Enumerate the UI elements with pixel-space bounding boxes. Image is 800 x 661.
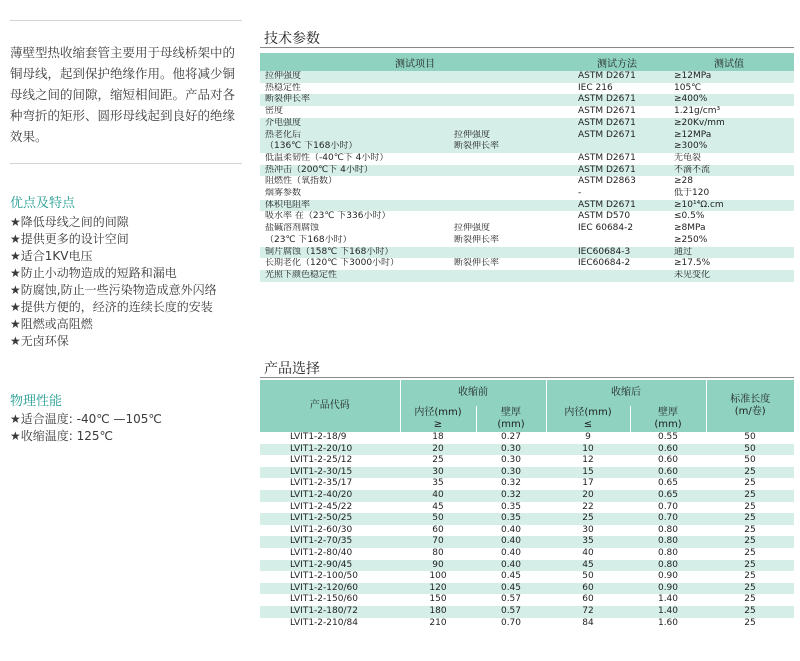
product-code: LVIT1-2-150/60 (260, 594, 400, 606)
tech-item: 光照下颜色稳定性 (260, 270, 450, 282)
tech-row (260, 153, 794, 165)
tech-method: ASTM D2671 (570, 106, 664, 118)
tech-item: 盐碱溶剂腐蚀 (260, 223, 450, 235)
tech-method: ASTM D2671 (570, 165, 664, 177)
id-after: 35 (546, 536, 630, 548)
std-length: 25 (706, 513, 794, 525)
tech-value: ≥12MPa (664, 130, 794, 142)
feature-item: ★ 防腐蚀,防止一些污染物造成意外闪络 (10, 282, 217, 299)
std-length: 25 (706, 536, 794, 548)
tech-method (570, 235, 664, 247)
std-length: 25 (706, 594, 794, 606)
tech-row (260, 270, 794, 282)
tech-method: ASTM D2671 (570, 118, 664, 130)
tech-value: ≥8MPa (664, 223, 794, 235)
product-code: LVIT1-2-25/12 (260, 455, 400, 467)
physical-item: ★ 收缩温度: 125℃ (10, 428, 162, 445)
product-code: LVIT1-2-40/20 (260, 490, 400, 502)
product-code: LVIT1-2-70/35 (260, 536, 400, 548)
product-row (260, 478, 794, 490)
tech-value: ≥300% (664, 141, 794, 153)
tech-item: 介电强度 (260, 118, 450, 130)
wall-after: 0.60 (630, 455, 706, 467)
wall-before: 0.40 (476, 536, 546, 548)
tech-subitem (450, 176, 570, 188)
tech-method: ASTM D2671 (570, 71, 664, 83)
tech-row (260, 176, 794, 188)
std-length: 25 (706, 490, 794, 502)
wall-before: 0.40 (476, 525, 546, 537)
tech-subitem: 拉伸强度 (450, 130, 570, 142)
tech-item: 断裂伸长率 (260, 94, 450, 106)
id-after: 72 (546, 606, 630, 618)
header-id-before-sym: ≥ (433, 419, 443, 430)
tech-row (260, 118, 794, 130)
wall-after: 1.40 (630, 606, 706, 618)
feature-item: ★ 降低母线之间的间隙 (10, 214, 217, 231)
header-wall-after (630, 406, 706, 432)
header-id-before-label: 内径(mm) (414, 407, 462, 418)
top-divider (10, 20, 242, 21)
tech-method: IEC60684-2 (570, 258, 664, 270)
product-code: LVIT1-2-80/40 (260, 548, 400, 560)
tech-subitem (450, 106, 570, 118)
id-after: 40 (546, 548, 630, 560)
tech-value: ≥28 (664, 176, 794, 188)
product-code: LVIT1-2-60/30 (260, 525, 400, 537)
tech-subitem (450, 71, 570, 83)
tech-method: IEC60684-3 (570, 247, 664, 259)
wall-before: 0.40 (476, 548, 546, 560)
feature-item: ★ 无卤环保 (10, 333, 217, 350)
product-title-rule (260, 377, 794, 378)
product-code: LVIT1-2-18/9 (260, 432, 400, 444)
wall-before: 0.35 (476, 502, 546, 514)
std-length: 50 (706, 432, 794, 444)
wall-after: 0.65 (630, 490, 706, 502)
wall-before: 0.40 (476, 560, 546, 572)
tech-row (260, 106, 794, 118)
tech-subitem (450, 94, 570, 106)
tech-header-item: 测试项目 (260, 53, 570, 71)
product-body (260, 432, 794, 629)
tech-method: ASTM D2671 (570, 153, 664, 165)
intro-text: 薄壁型热收缩套管主要用于母线桥架中的铜母线，起到保护绝缘作用。他将减少铜母线之间的间隙，缩短相间距。产品对各种弯折的矩形、圆形母线起到良好的绝缘效果。 (10, 45, 236, 144)
std-length: 25 (706, 606, 794, 618)
tech-value: 1.21g/cm³ (664, 106, 794, 118)
tech-method: ASTM D2671 (570, 130, 664, 142)
std-length: 25 (706, 618, 794, 630)
product-row (260, 536, 794, 548)
tech-subitem (450, 165, 570, 177)
tech-value: ≥10¹⁴Ω.cm (664, 200, 794, 212)
tech-value: 通过 (664, 247, 794, 259)
tech-row (260, 235, 794, 247)
product-row (260, 571, 794, 583)
wall-before: 0.30 (476, 455, 546, 467)
header-length-label: 标准长度 (730, 394, 771, 405)
product-row (260, 594, 794, 606)
id-before: 40 (400, 490, 476, 502)
intro-divider (10, 163, 242, 164)
physical-title: 物理性能 (10, 394, 63, 409)
tech-row (260, 130, 794, 142)
product-row (260, 583, 794, 595)
id-before: 80 (400, 548, 476, 560)
tech-row (260, 83, 794, 95)
wall-after: 0.80 (630, 525, 706, 537)
id-after: 20 (546, 490, 630, 502)
feature-item: ★ 适合1KV电压 (10, 248, 217, 265)
tech-method: IEC 60684-2 (570, 223, 664, 235)
std-length: 25 (706, 560, 794, 572)
tech-method: ASTM D570 (570, 211, 664, 223)
header-length (706, 380, 794, 432)
std-length: 25 (706, 548, 794, 560)
tech-item: 热冲击（200℃下 4小时） (260, 165, 450, 177)
id-after: 60 (546, 583, 630, 595)
std-length: 50 (706, 444, 794, 456)
tech-subitem (450, 211, 570, 223)
physical-list (10, 411, 162, 445)
header-length-unit: (m/卷) (734, 406, 766, 417)
std-length: 25 (706, 571, 794, 583)
header-code: 产品代码 (260, 380, 400, 432)
tech-value: ≥250% (664, 235, 794, 247)
wall-before: 0.32 (476, 478, 546, 490)
tech-title: 技术参数 (264, 31, 320, 47)
product-row (260, 513, 794, 525)
tech-row (260, 211, 794, 223)
tech-header-method: 测试方法 (570, 53, 664, 71)
id-before: 100 (400, 571, 476, 583)
id-before: 45 (400, 502, 476, 514)
std-length: 50 (706, 455, 794, 467)
id-after: 17 (546, 478, 630, 490)
wall-before: 0.30 (476, 467, 546, 479)
product-code: LVIT1-2-90/45 (260, 560, 400, 572)
wall-before: 0.32 (476, 490, 546, 502)
wall-after: 1.60 (630, 618, 706, 630)
id-after: 50 (546, 571, 630, 583)
product-code: LVIT1-2-35/17 (260, 478, 400, 490)
wall-after: 1.40 (630, 594, 706, 606)
wall-after: 0.80 (630, 560, 706, 572)
id-after: 45 (546, 560, 630, 572)
id-before: 50 (400, 513, 476, 525)
header-id-before (400, 406, 476, 432)
features-list (10, 214, 217, 350)
product-row (260, 606, 794, 618)
tech-value: 不滴不流 (664, 165, 794, 177)
header-id-after (546, 406, 630, 432)
tech-body (260, 71, 794, 282)
wall-before: 0.45 (476, 571, 546, 583)
tech-value: ≤0.5% (664, 211, 794, 223)
header-wall-before (476, 406, 546, 432)
product-code: LVIT1-2-100/50 (260, 571, 400, 583)
product-row (260, 432, 794, 444)
product-code: LVIT1-2-210/84 (260, 618, 400, 630)
feature-item: ★ 防止小动物造成的短路和漏电 (10, 265, 217, 282)
wall-after: 0.70 (630, 513, 706, 525)
tech-item: 阻燃性（氧指数） (260, 176, 450, 188)
wall-after: 0.80 (630, 536, 706, 548)
tech-subitem (450, 247, 570, 259)
id-before: 30 (400, 467, 476, 479)
wall-before: 0.57 (476, 606, 546, 618)
tech-method: ASTM D2671 (570, 200, 664, 212)
product-row (260, 455, 794, 467)
id-before: 120 (400, 583, 476, 595)
id-before: 60 (400, 525, 476, 537)
tech-item: 吸水率 在（23℃ 下336小时） (260, 211, 450, 223)
id-after: 84 (546, 618, 630, 630)
tech-row (260, 188, 794, 200)
tech-value: 低于120 (664, 188, 794, 200)
wall-before: 0.30 (476, 444, 546, 456)
wall-after: 0.90 (630, 583, 706, 595)
tech-value: ≥20Kv/mm (664, 118, 794, 130)
wall-before: 0.35 (476, 513, 546, 525)
header-wall-after-label: 壁厚 (658, 407, 678, 418)
tech-item: 体积电阻率 (260, 200, 450, 212)
id-after: 30 (546, 525, 630, 537)
wall-before: 0.57 (476, 594, 546, 606)
tech-subitem (450, 188, 570, 200)
tech-value: ≥12MPa (664, 71, 794, 83)
tech-row (260, 200, 794, 212)
id-after: 22 (546, 502, 630, 514)
id-before: 25 (400, 455, 476, 467)
wall-before: 0.70 (476, 618, 546, 630)
product-title: 产品选择 (264, 361, 320, 377)
header-wall-before-label: 壁厚 (501, 407, 521, 418)
tech-title-rule (260, 47, 794, 48)
tech-value: 105℃ (664, 83, 794, 95)
tech-item: 热老化后 (260, 130, 450, 142)
std-length: 25 (706, 478, 794, 490)
id-after: 60 (546, 594, 630, 606)
product-row (260, 525, 794, 537)
id-before: 20 (400, 444, 476, 456)
tech-method: - (570, 188, 664, 200)
tech-row (260, 141, 794, 153)
tech-subitem: 断裂伸长率 (450, 141, 570, 153)
tech-value: ≥17.5% (664, 258, 794, 270)
wall-after: 0.60 (630, 467, 706, 479)
header-before: 收缩前 (400, 380, 546, 406)
tech-subitem: 拉伸强度 (450, 223, 570, 235)
tech-subitem (450, 270, 570, 282)
id-before: 18 (400, 432, 476, 444)
tech-item: （23℃ 下168小时） (260, 235, 450, 247)
id-after: 10 (546, 444, 630, 456)
product-code: LVIT1-2-30/15 (260, 467, 400, 479)
tech-header-value: 测试值 (664, 53, 794, 71)
id-after: 9 (546, 432, 630, 444)
header-wall-before-unit: (mm) (497, 419, 525, 430)
product-code: LVIT1-2-50/25 (260, 513, 400, 525)
wall-after: 0.90 (630, 571, 706, 583)
tech-item: 密度 (260, 106, 450, 118)
tech-item: 热稳定性 (260, 83, 450, 95)
product-code: LVIT1-2-120/60 (260, 583, 400, 595)
id-after: 25 (546, 513, 630, 525)
feature-item: ★ 阻燃或高阻燃 (10, 316, 217, 333)
product-row (260, 467, 794, 479)
tech-row (260, 247, 794, 259)
product-row (260, 444, 794, 456)
id-before: 180 (400, 606, 476, 618)
wall-before: 0.45 (476, 583, 546, 595)
wall-after: 0.70 (630, 502, 706, 514)
tech-subitem (450, 153, 570, 165)
tech-value: 无龟裂 (664, 153, 794, 165)
physical-item: ★ 适合温度: -40℃ —105℃ (10, 411, 162, 428)
std-length: 25 (706, 502, 794, 514)
tech-item: 低温柔韧性（-40℃下 4小时） (260, 153, 450, 165)
product-row (260, 548, 794, 560)
header-id-after-label: 内径(mm) (564, 407, 612, 418)
product-row (260, 490, 794, 502)
feature-item: ★ 提供方便的，经济的连续长度的安装 (10, 299, 217, 316)
id-before: 35 (400, 478, 476, 490)
tech-header-row (260, 53, 794, 71)
id-before: 70 (400, 536, 476, 548)
tech-item: （136℃ 下168小时） (260, 141, 450, 153)
product-table (260, 380, 794, 629)
tech-row (260, 165, 794, 177)
tech-item: 拉伸强度 (260, 71, 450, 83)
tech-method: ASTM D2863 (570, 176, 664, 188)
header-id-after-sym: ≤ (583, 419, 593, 430)
product-row (260, 502, 794, 514)
tech-row (260, 223, 794, 235)
tech-item: 长期老化（120℃ 下3000小时） (260, 258, 450, 270)
product-code: LVIT1-2-45/22 (260, 502, 400, 514)
wall-before: 0.27 (476, 432, 546, 444)
product-code: LVIT1-2-180/72 (260, 606, 400, 618)
tech-method (570, 141, 664, 153)
tech-subitem (450, 83, 570, 95)
std-length: 25 (706, 525, 794, 537)
wall-after: 0.60 (630, 444, 706, 456)
tech-subitem: 断裂伸长率 (450, 258, 570, 270)
wall-after: 0.80 (630, 548, 706, 560)
wall-after: 0.55 (630, 432, 706, 444)
tech-subitem (450, 118, 570, 130)
feature-item: ★ 提供更多的设计空间 (10, 231, 217, 248)
tech-row (260, 258, 794, 270)
id-after: 15 (546, 467, 630, 479)
tech-subitem (450, 200, 570, 212)
std-length: 25 (706, 583, 794, 595)
tech-table (260, 53, 794, 282)
tech-value: 未见变化 (664, 270, 794, 282)
tech-subitem: 断裂伸长率 (450, 235, 570, 247)
tech-item: 烟雾参数 (260, 188, 450, 200)
id-after: 12 (546, 455, 630, 467)
wall-after: 0.65 (630, 478, 706, 490)
tech-method: ASTM D2671 (570, 94, 664, 106)
header-wall-after-unit: (mm) (654, 419, 682, 430)
id-before: 210 (400, 618, 476, 630)
features-title: 优点及特点 (10, 196, 76, 211)
tech-method: IEC 216 (570, 83, 664, 95)
id-before: 150 (400, 594, 476, 606)
product-row (260, 560, 794, 572)
tech-row (260, 94, 794, 106)
tech-value: ≥400% (664, 94, 794, 106)
product-code: LVIT1-2-20/10 (260, 444, 400, 456)
tech-row (260, 71, 794, 83)
tech-method (570, 270, 664, 282)
product-row (260, 618, 794, 630)
header-after: 收缩后 (546, 380, 706, 406)
std-length: 25 (706, 467, 794, 479)
tech-item: 铜片腐蚀（158℃ 下168小时） (260, 247, 450, 259)
id-before: 90 (400, 560, 476, 572)
